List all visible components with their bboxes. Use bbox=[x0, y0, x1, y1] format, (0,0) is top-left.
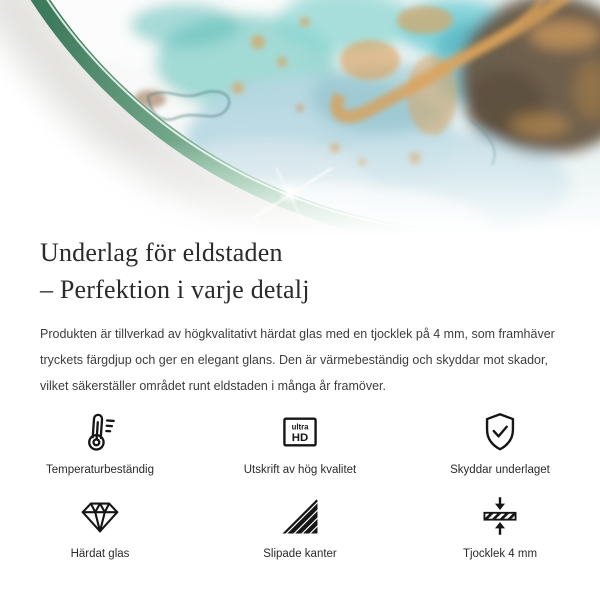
feature-protection bbox=[400, 409, 600, 477]
diamond-icon bbox=[77, 493, 123, 539]
feature-label: Utskrift av hög kvalitet bbox=[243, 464, 357, 476]
beveled-edges-icon bbox=[279, 493, 321, 539]
feature-label: Temperaturbeständig bbox=[45, 464, 155, 476]
product-photo bbox=[0, 0, 600, 236]
ultra-text: ultra bbox=[291, 422, 309, 432]
feature-grid bbox=[0, 409, 600, 561]
feature-label: Skyddar underlaget bbox=[450, 464, 550, 476]
feature-print-quality bbox=[200, 409, 400, 477]
feature-label: Härdat glas bbox=[70, 548, 130, 560]
hd-text: HD bbox=[291, 432, 309, 445]
thermometer-icon bbox=[77, 409, 123, 455]
feature-polished-edges bbox=[200, 493, 400, 561]
shield-check-icon bbox=[477, 409, 523, 455]
text-block bbox=[0, 234, 600, 399]
thickness-icon bbox=[478, 493, 522, 539]
feature-tempered-glass bbox=[0, 493, 200, 561]
page-title-line1: Underlag för eldstaden bbox=[40, 238, 283, 267]
page-title bbox=[40, 234, 560, 308]
feature-label: Slipade kanter bbox=[263, 548, 337, 560]
ultra-hd-icon bbox=[278, 409, 322, 455]
feature-thickness bbox=[400, 493, 600, 561]
page-title-line2: – Perfektion i varje detalj bbox=[40, 275, 310, 304]
product-description: Produkten är tillverkad av högkvalitativt härdat glas med en tjocklek på 4 mm, som framhäver tryckets färgdjup och ger en elegant glans. Den är värmebeständig och skyddar mot skador, vilket säkerställer området runt eldstaden i många år framöver. bbox=[40, 327, 555, 393]
feature-label: Tjocklek 4 mm bbox=[462, 548, 538, 560]
feature-temperature bbox=[0, 409, 200, 477]
